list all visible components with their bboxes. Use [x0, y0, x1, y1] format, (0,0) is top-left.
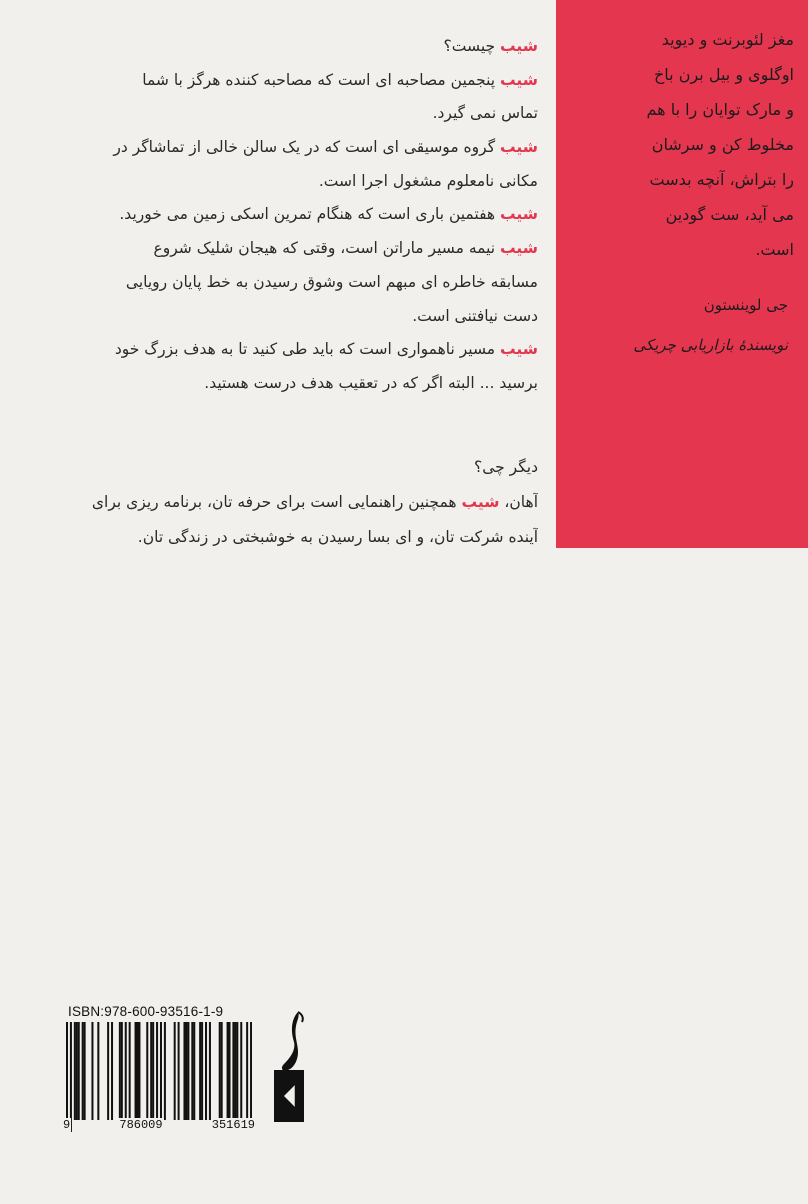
barcode-digit-group: 351619 — [211, 1118, 255, 1132]
barcode-bar — [146, 1022, 148, 1120]
closing-text — [40, 450, 538, 555]
barcode-digit-group: 9 — [63, 1118, 71, 1132]
quote-line: مغز لئوبرنت و دیوید — [661, 30, 794, 49]
barcode-bar — [183, 1022, 185, 1120]
keyword-highlight: شیب — [500, 340, 538, 359]
barcode-bar — [121, 1022, 123, 1120]
barcode-bar — [164, 1022, 166, 1120]
paragraph-line: برسید ... البته اگر که در تعقیب هدف درست هستید. — [204, 373, 538, 392]
quote-author-role: نویسندهٔ بازاریابی چریکی — [633, 336, 788, 354]
barcode-bar — [234, 1022, 236, 1120]
paragraph-line: مسابقه خاطره ای مبهم است وشوق رسیدن به خط پایان رویایی — [125, 272, 538, 291]
quote-line: و مارک توایان را با هم — [646, 100, 794, 119]
keyword-highlight: شیب — [500, 70, 538, 89]
barcode-bar — [135, 1022, 137, 1120]
barcode-bar — [111, 1022, 113, 1120]
quote-line: اوگلوی و بیل برن باخ — [653, 65, 794, 84]
barcode-bar — [76, 1022, 78, 1120]
barcode-bar — [227, 1022, 229, 1120]
barcode-bar — [150, 1022, 152, 1120]
barcode-bar — [97, 1022, 99, 1120]
crane-bird-icon — [282, 1012, 299, 1071]
keyword-highlight: شیب — [500, 205, 538, 224]
barcode-bar — [191, 1022, 193, 1120]
isbn-label: ISBN:978-600-93516-1-9 — [68, 1004, 224, 1019]
barcode-bar — [185, 1022, 187, 1120]
paragraph-text: گروه موسیقی ای است که در یک سالن خالی از تماشاگر در — [113, 138, 501, 157]
closing-text-start: آهان، — [499, 493, 538, 511]
keyword-highlight: شیب — [500, 138, 538, 157]
barcode-bar — [70, 1022, 72, 1132]
keyword-highlight: شیب — [500, 239, 538, 258]
barcode-bar — [66, 1022, 68, 1132]
barcode-bar — [187, 1022, 189, 1120]
barcode-bar — [240, 1022, 242, 1120]
paragraph-line: دست نیافتنی است. — [412, 306, 538, 325]
paragraph-line — [40, 131, 538, 165]
barcode-bar — [219, 1022, 221, 1120]
barcode-bar — [91, 1022, 93, 1120]
closing-text-rest: همچنین راهنمایی است برای حرفه تان، برنامه ریزی برای — [91, 493, 462, 511]
paragraph-line — [40, 232, 538, 266]
barcode-bar — [246, 1022, 248, 1132]
paragraph-line: تماس نمی گیرد. — [432, 104, 538, 123]
quote-line: را بتراش، آنچه بدست — [649, 170, 794, 189]
barcode-bar — [201, 1022, 203, 1120]
quote-line: مخلوط کن و سرشان — [651, 135, 794, 154]
barcode-bar — [129, 1022, 131, 1120]
keyword-highlight: شیب — [500, 37, 538, 55]
barcode-bar — [250, 1022, 252, 1132]
barcode-digit-group: 786009 — [119, 1118, 163, 1132]
barcode-bar — [84, 1022, 86, 1120]
barcode-bar — [119, 1022, 121, 1120]
quote-author: جی لوینستون — [703, 296, 788, 314]
barcode-bars — [66, 1022, 252, 1132]
barcode-bar — [156, 1022, 158, 1132]
closing-line: آینده شرکت تان، و ای بسا رسیدن به خوشبختی در زندگی تان. — [137, 528, 538, 546]
paragraph-line — [40, 333, 538, 367]
quote-line: می آید، ست گودین — [665, 205, 794, 224]
closing-question: دیگر چی؟ — [474, 458, 538, 476]
barcode-bar — [199, 1022, 201, 1120]
heading-text: چیست؟ — [443, 37, 501, 55]
paragraph-line — [40, 64, 538, 98]
paragraph-text: مسیر ناهمواری است که باید طی کنید تا به هدف بزرگ خود — [114, 340, 501, 359]
paragraph-line — [40, 198, 538, 232]
barcode-bar — [160, 1022, 162, 1132]
barcode-bar — [125, 1022, 127, 1120]
paragraph-line: مکانی نامعلوم مشغول اجرا است. — [318, 171, 538, 190]
barcode-bar — [152, 1022, 154, 1120]
barcode-bar — [209, 1022, 211, 1120]
barcode-bar — [205, 1022, 207, 1120]
barcode-bar — [221, 1022, 223, 1120]
barcode-bar — [229, 1022, 231, 1120]
barcode-bar — [107, 1022, 109, 1120]
description-heading — [40, 30, 538, 64]
publisher-logo — [268, 1008, 310, 1124]
description-text — [40, 30, 538, 401]
crane-neck-icon — [298, 1012, 303, 1022]
barcode-bar — [193, 1022, 195, 1120]
keyword-highlight: شیب — [461, 493, 500, 511]
barcode-bar — [78, 1022, 80, 1120]
endorsement-panel — [556, 0, 808, 548]
paragraph-text: پنجمین مصاحبه ای است که مصاحبه کننده هرگز با شما — [142, 70, 501, 89]
barcode-bar — [236, 1022, 238, 1120]
barcode-bar — [178, 1022, 180, 1120]
barcode-digits — [62, 1118, 256, 1132]
barcode-bar — [232, 1022, 234, 1120]
paragraph-text: نیمه مسیر ماراتن است، وقتی که هیجان شلیک شروع — [153, 239, 501, 258]
quote-line: است. — [755, 240, 794, 259]
logo-mark-icon: ◢◣ — [281, 1085, 297, 1107]
barcode-bar — [136, 1022, 138, 1120]
barcode-bar — [138, 1022, 140, 1120]
closing-line — [40, 485, 538, 520]
barcode-bar — [82, 1022, 84, 1120]
endorsement-quote — [576, 22, 794, 267]
barcode-bar — [174, 1022, 176, 1120]
barcode-bar — [74, 1022, 76, 1120]
paragraph-text: هفتمین باری است که هنگام تمرین اسکی زمین می خورید. — [119, 205, 501, 224]
